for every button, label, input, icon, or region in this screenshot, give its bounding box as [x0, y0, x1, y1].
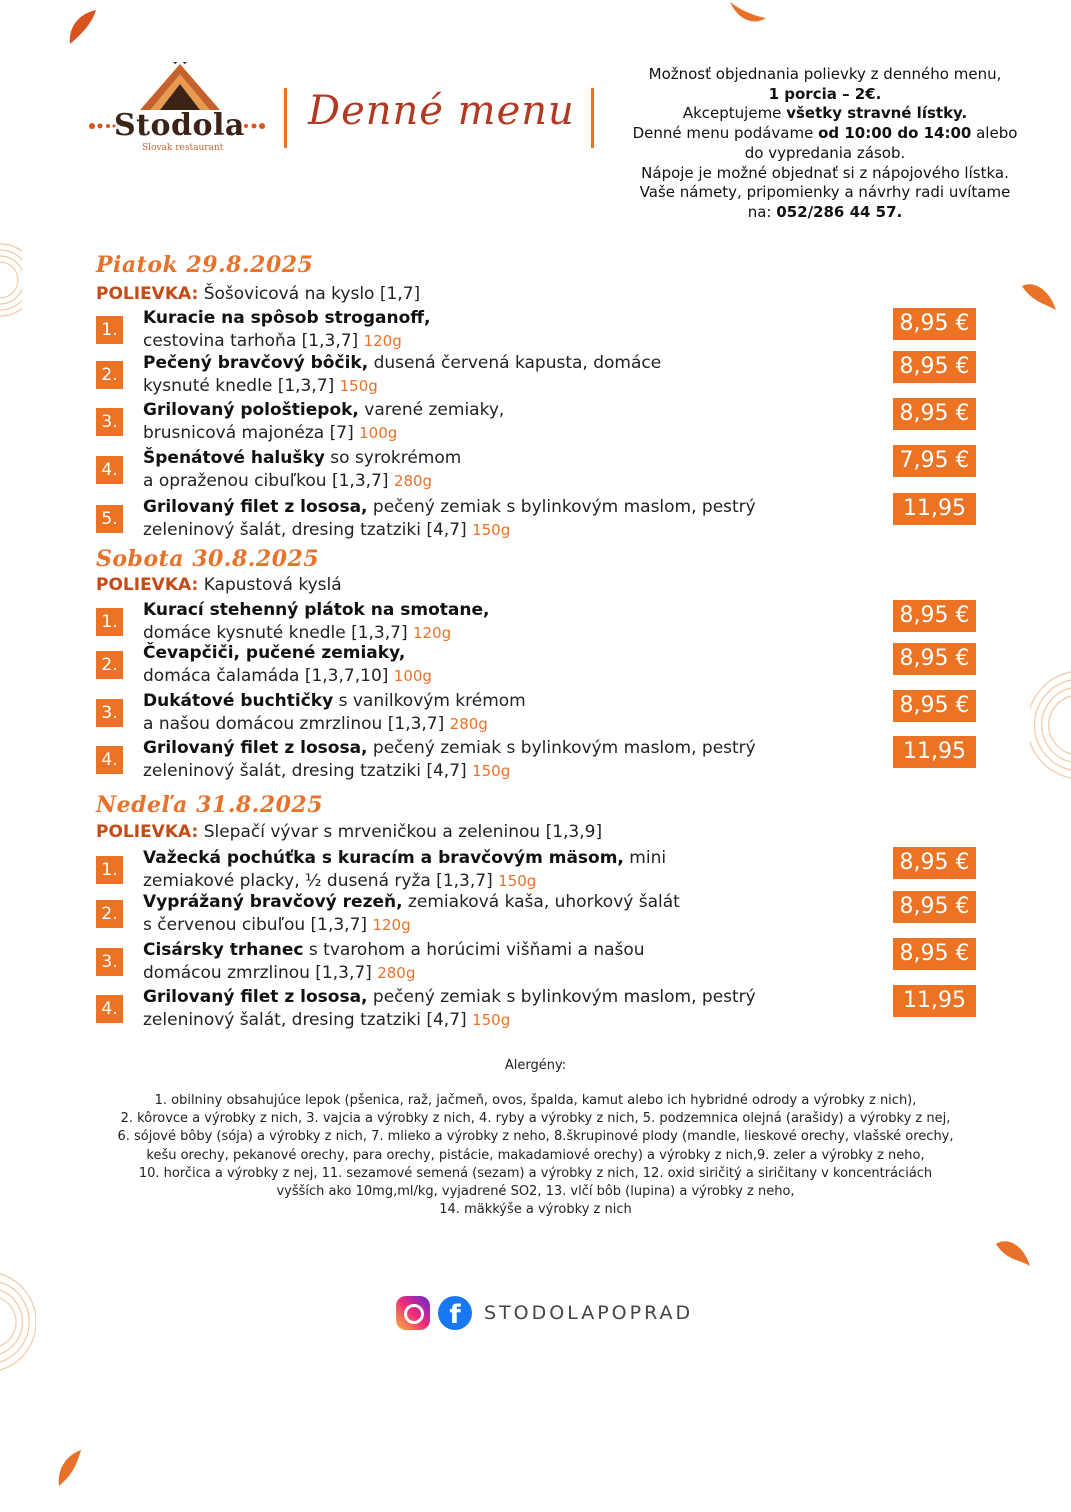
item-number-badge: 2. — [96, 651, 123, 679]
item-desc-1: pečený zemiak s bylinkovým maslom, pestrý — [367, 987, 756, 1007]
item-weight: 120g — [363, 331, 402, 350]
item-weight: 100g — [359, 423, 398, 442]
info-line — [605, 124, 1045, 144]
item-line-1 — [143, 399, 793, 422]
item-number-badge: 2. — [96, 900, 123, 928]
item-desc-2: a našou domácou zmrzlinou [1,3,7] — [143, 713, 445, 734]
price-tag: 8,95 € — [893, 690, 976, 722]
instagram-icon[interactable] — [396, 1296, 430, 1330]
soup-line — [96, 575, 342, 595]
item-line-2 — [143, 760, 793, 783]
item-weight: 150g — [498, 871, 537, 890]
item-line-1 — [143, 690, 793, 713]
item-line-1 — [143, 352, 793, 375]
item-number-badge: 1. — [96, 608, 123, 636]
item-number-badge: 4. — [96, 456, 123, 484]
item-weight: 150g — [472, 1010, 511, 1029]
item-line-2 — [143, 713, 793, 736]
item-name: Grilovaný filet z lososa, — [143, 987, 368, 1007]
price-tag: 8,95 € — [893, 308, 976, 340]
item-description — [143, 599, 793, 644]
item-description — [143, 737, 793, 782]
item-line-2 — [143, 665, 793, 688]
item-line-1 — [143, 891, 793, 914]
item-desc-2: brusnicová majonéza [7] — [143, 422, 354, 443]
item-desc-1: s vanilkovým krémom — [333, 691, 526, 711]
logo-subtitle: Slovak restaurant — [142, 143, 224, 153]
soup-label: POLIEVKA: — [96, 284, 199, 304]
item-description — [143, 307, 793, 352]
info-line — [605, 144, 1045, 164]
item-description — [143, 891, 793, 936]
item-name: Cisársky trhanec — [143, 940, 304, 960]
info-line — [605, 65, 1045, 85]
swirl-decoration-right — [1030, 670, 1071, 780]
info-line — [605, 164, 1045, 184]
item-line-1 — [143, 307, 793, 330]
price-tag: 8,95 € — [893, 847, 976, 879]
soup-name: Slepačí vývar s mrveničkou a zeleninou [1,3,9] — [203, 822, 603, 842]
info-line — [605, 85, 1045, 105]
price-tag: 8,95 € — [893, 600, 976, 632]
price-tag: 8,95 € — [893, 351, 976, 383]
item-name: Vyprážaný bravčový rezeň, — [143, 892, 403, 912]
allergen-line: 2. kôrovce a výrobky z nich, 3. vajcia a výrobky z nich, 4. ryby a výrobky z nich, 5. podzemnica olejná (arašidy) a výrobky z nej, — [120, 1111, 951, 1127]
item-line-1 — [143, 447, 793, 470]
logo-wordmark: Stodola — [114, 108, 245, 143]
barn-roof-icon — [136, 62, 224, 112]
soup-line — [96, 822, 602, 842]
info-text-part: 1 porcia – 2€. — [768, 84, 882, 103]
item-desc-2: zeleninový šalát, dresing tzatziki [4,7] — [143, 519, 467, 540]
swirl-decoration-left — [0, 240, 22, 320]
item-desc-1: s tvarohom a horúcimi višňami a našou — [303, 940, 645, 960]
info-text-part: alebo — [971, 124, 1018, 143]
item-desc-1: varené zemiaky, — [358, 400, 505, 420]
item-weight: 100g — [393, 666, 432, 685]
item-line-1 — [143, 847, 793, 870]
item-name: Kurací stehenný plátok na smotane, — [143, 600, 490, 620]
item-number-badge: 4. — [96, 746, 123, 774]
item-weight: 150g — [472, 520, 511, 539]
item-description — [143, 986, 793, 1031]
allergens-list — [40, 1092, 1031, 1219]
item-desc-2: domáca čalamáda [1,3,7,10] — [143, 665, 389, 686]
price-tag: 11,95 € — [893, 736, 976, 768]
day-heading: Piatok 29.8.2025 — [96, 252, 314, 278]
item-line-2 — [143, 1009, 793, 1032]
item-name: Pečený bravčový bôčik, — [143, 353, 369, 373]
item-number-badge: 3. — [96, 948, 123, 976]
item-desc-1: dusená červená kapusta, domáce — [368, 353, 662, 373]
leaf-decoration-lower-right — [994, 1236, 1034, 1270]
info-text-part: Nápoje je možné objednať si z nápojového lístka. — [641, 163, 1009, 182]
item-line-2 — [143, 519, 793, 542]
item-number-badge: 5. — [96, 505, 123, 533]
day-heading: Nedeľa 31.8.2025 — [96, 792, 324, 818]
soup-label: POLIEVKA: — [96, 822, 199, 842]
item-name: Kuracie na spôsob stroganoff, — [143, 308, 431, 328]
divider-right — [591, 88, 594, 148]
item-desc-2: s červenou cibuľou [1,3,7] — [143, 914, 368, 935]
item-number-badge: 1. — [96, 856, 123, 884]
soup-name: Kapustová kyslá — [203, 575, 342, 595]
item-description — [143, 352, 793, 397]
item-name: Važecká pochúťka s kuracím a bravčovým mäsom, — [143, 848, 624, 868]
item-desc-2: kysnuté knedle [1,3,7] — [143, 375, 335, 396]
item-description — [143, 447, 793, 492]
price-tag: 11,95 € — [893, 985, 976, 1017]
item-number-badge: 2. — [96, 361, 123, 389]
item-name: Dukátové buchtičky — [143, 691, 334, 711]
allergen-line: 10. horčica a výrobky z nej, 11. sezamové semená (sezam) a výrobky z nich, 12. oxid siričitý a siričitany v koncentráciách — [138, 1165, 933, 1181]
item-desc-2: zemiakové placky, ½ dusená ryža [1,3,7] — [143, 870, 493, 891]
info-text-part: Akceptujeme — [682, 104, 787, 123]
item-line-2 — [143, 622, 793, 645]
item-weight: 120g — [413, 623, 452, 642]
info-line — [605, 203, 1045, 223]
item-desc-2: a opraženou cibuľkou [1,3,7] — [143, 470, 389, 491]
item-desc-1: pečený zemiak s bylinkovým maslom, pestrý — [367, 497, 756, 517]
restaurant-logo — [80, 60, 270, 155]
info-line — [605, 104, 1045, 124]
item-desc-1: pečený zemiak s bylinkovým maslom, pestrý — [367, 738, 756, 758]
page-title: Denné menu — [308, 88, 575, 134]
item-line-1 — [143, 642, 793, 665]
item-number-badge: 4. — [96, 995, 123, 1023]
info-text-part: všetky stravné lístky. — [786, 104, 968, 123]
info-text-part: Vaše námety, pripomienky a návrhy radi uvítame — [639, 183, 1011, 202]
item-line-2 — [143, 870, 793, 893]
info-text-part: do vypredania zásob. — [744, 143, 906, 162]
item-description — [143, 496, 793, 541]
item-line-1 — [143, 599, 793, 622]
divider-left — [284, 88, 287, 148]
item-name: Špenátové halušky — [143, 448, 325, 468]
soup-line — [96, 284, 420, 304]
item-desc-2: domáce kysnuté knedle [1,3,7] — [143, 622, 408, 643]
leaf-decoration-right — [1020, 280, 1060, 314]
price-tag: 11,95 € — [893, 493, 976, 525]
item-description — [143, 642, 793, 687]
allergens-title: Alergény: — [504, 1058, 567, 1073]
item-weight: 120g — [372, 915, 411, 934]
item-name: Grilovaný pološtiepok, — [143, 400, 359, 420]
day-heading: Sobota 30.8.2025 — [96, 546, 320, 572]
item-desc-1: so syrokrémom — [324, 448, 462, 468]
info-text-part: na: — [747, 202, 777, 221]
item-name: Grilovaný filet z lososa, — [143, 738, 368, 758]
item-line-2 — [143, 914, 793, 937]
item-desc-2: zeleninový šalát, dresing tzatziki [4,7] — [143, 1009, 467, 1030]
allergen-line: 14. mäkkýše a výrobky z nich — [439, 1202, 632, 1218]
info-text-part: 052/286 44 57. — [776, 202, 903, 221]
item-weight: 280g — [393, 471, 433, 490]
item-weight: 150g — [339, 376, 378, 395]
price-tag: 8,95 € — [893, 643, 976, 675]
item-line-2 — [143, 330, 793, 353]
leaf-decoration-top-right — [728, 0, 768, 26]
item-desc-1: zemiaková kaša, uhorkový šalát — [402, 892, 680, 912]
item-description — [143, 399, 793, 444]
info-text-part: Možnosť objednania polievky z denného menu, — [648, 65, 1002, 83]
info-text — [605, 65, 1045, 223]
item-description — [143, 847, 793, 892]
item-number-badge: 3. — [96, 408, 123, 436]
soup-name: Šošovicová na kyslo [1,7] — [203, 284, 421, 304]
item-description — [143, 690, 793, 735]
item-line-2 — [143, 375, 793, 398]
swirl-decoration-lower-left — [0, 1272, 36, 1372]
info-text-part: Denné menu podávame — [632, 124, 819, 143]
facebook-icon[interactable]: f — [438, 1296, 472, 1330]
item-desc-1: mini — [623, 848, 667, 868]
leaf-decoration-top-left — [62, 8, 102, 48]
item-line-2 — [143, 422, 793, 445]
item-line-1 — [143, 737, 793, 760]
item-line-2 — [143, 470, 793, 493]
allergen-line: 6. sójové bôby (sója) a výrobky z nich, 7. mlieko a výrobky z neho, 8.škrupinové plody (mandle, lieskové orechy, vlašské orechy, — [117, 1129, 954, 1145]
price-tag: 8,95 € — [893, 891, 976, 923]
ornament-left-icon — [88, 120, 116, 132]
item-name: Čevapčiči, pučené zemiaky, — [143, 643, 406, 663]
item-name: Grilovaný filet z lososa, — [143, 497, 368, 517]
item-line-2 — [143, 962, 793, 985]
soup-label: POLIEVKA: — [96, 575, 199, 595]
item-desc-2: cestovina tarhoňa [1,3,7] — [143, 330, 359, 351]
item-weight: 280g — [377, 963, 416, 982]
allergen-line: vyšších ako 10mg,ml/kg, vyjadrené SO2, 13. vlčí bôb (lupina) a výrobky z neho, — [276, 1184, 795, 1200]
info-text-part: od 10:00 do 14:00 — [818, 124, 972, 143]
social-handle: STODOLAPOPRAD — [484, 1302, 694, 1324]
item-number-badge: 3. — [96, 699, 123, 727]
item-desc-2: domácou zmrzlinou [1,3,7] — [143, 962, 372, 983]
allergen-line: kešu orechy, pekanové orechy, para orechy, pistácie, makadamiové orechy) a výrobky z nich,9. zeler a výrobky z neho, — [146, 1147, 925, 1163]
item-line-1 — [143, 986, 793, 1009]
item-description — [143, 939, 793, 984]
item-weight: 150g — [472, 761, 511, 780]
item-number-badge: 1. — [96, 316, 123, 344]
item-weight: 280g — [449, 714, 488, 733]
price-tag: 7,95 € — [893, 445, 976, 477]
item-desc-2: zeleninový šalát, dresing tzatziki [4,7] — [143, 760, 467, 781]
leaf-decoration-bottom-left — [55, 1448, 85, 1488]
item-line-1 — [143, 496, 793, 519]
price-tag: 8,95 € — [893, 398, 976, 430]
allergen-line: 1. obilniny obsahujúce lepok (pšenica, raž, jačmeň, ovos, špalda, kamut alebo ich hybridné odrody a výrobky z nich), — [154, 1093, 917, 1108]
item-line-1 — [143, 939, 793, 962]
info-line — [605, 183, 1045, 203]
price-tag: 8,95 € — [893, 938, 976, 970]
